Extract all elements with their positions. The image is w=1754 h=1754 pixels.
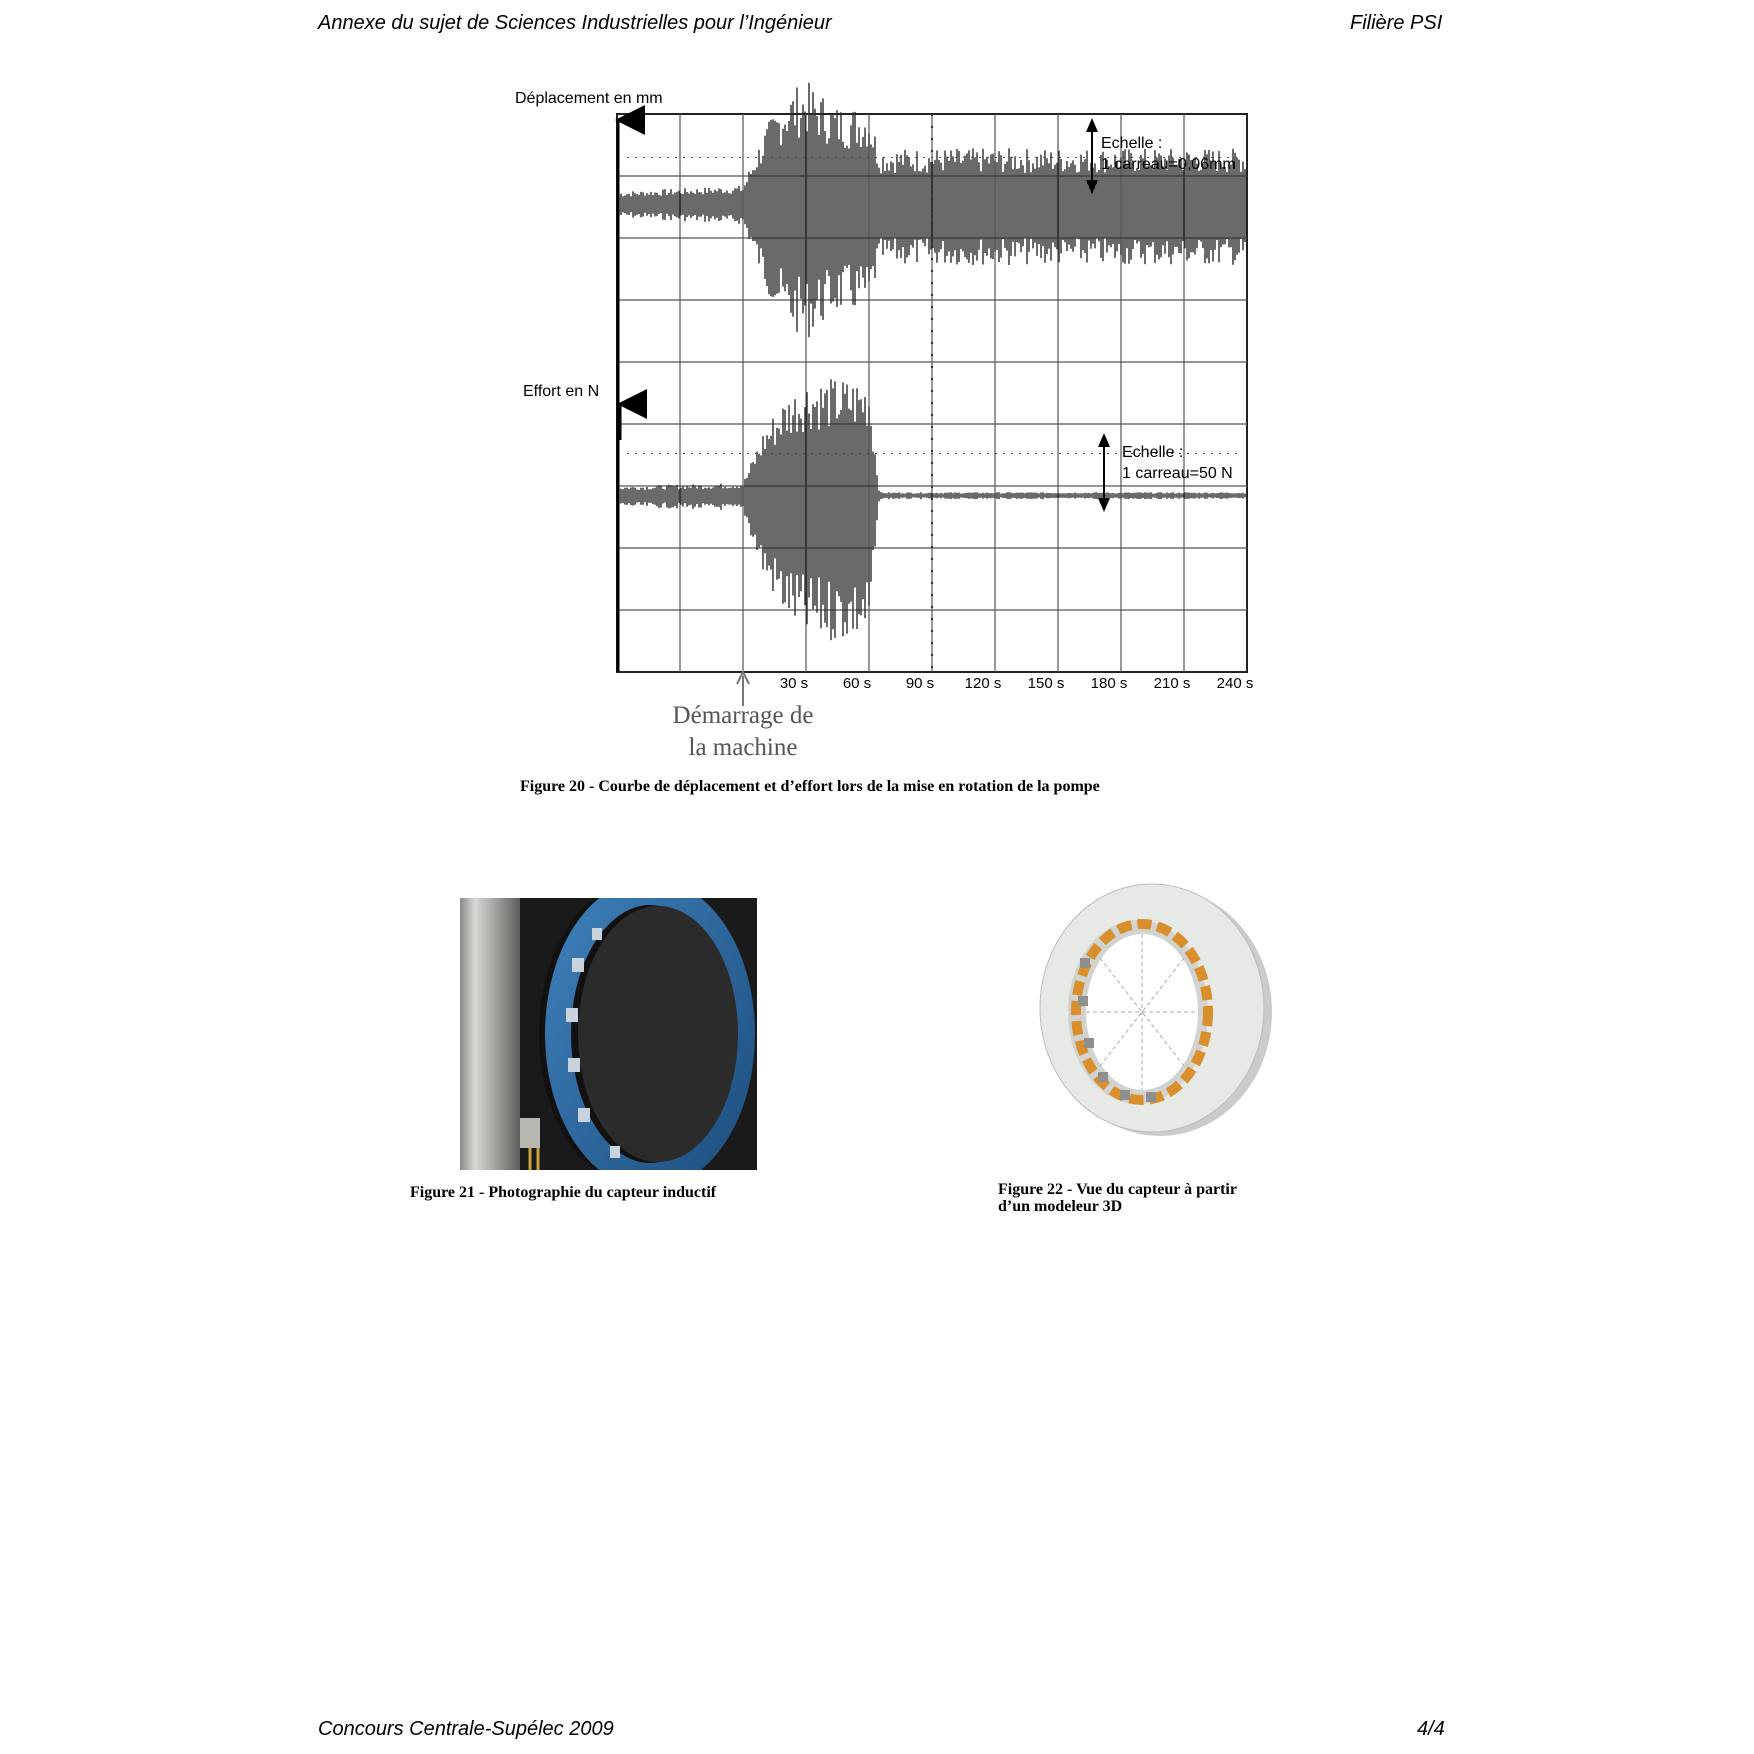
start-annotation-line2: la machine [688,734,798,761]
scale-value-displacement: 1 carreau=0,06mm [1101,156,1236,173]
scale-arrow-displacement [1086,118,1098,194]
scale-value-force: 1 carreau=50 N [1122,465,1233,482]
scale-title-displacement: Echelle : [1101,135,1163,152]
scale-arrow-force [1098,433,1110,512]
figure20-caption: Figure 20 - Courbe de déplacement et d’effort lors de la mise en rotation de la pompe [520,778,1100,795]
x-tick-label: 30 s [779,675,809,692]
x-tick-label: 60 s [842,675,872,692]
x-tick-label: 120 s [964,675,1002,692]
ylabel-force: Effort en N [523,383,600,400]
footer-left: Concours Centrale-Supélec 2009 [318,1718,614,1740]
figure22-3d-view [1020,878,1280,1138]
figure21-photo [460,898,757,1170]
figure20-oscillogram [0,0,1754,760]
x-tick-label: 240 s [1216,675,1254,692]
ylabel-displacement: Déplacement en mm [515,90,663,107]
x-tick-label: 210 s [1153,675,1191,692]
start-annotation-line1: Démarrage de [672,702,814,729]
header-right: Filière PSI [1350,12,1443,34]
x-tick-label: 90 s [905,675,935,692]
footer-right: 4/4 [1417,1718,1445,1740]
x-tick-label: 150 s [1027,675,1065,692]
x-tick-labels [780,675,1254,692]
x-tick-label: 180 s [1090,675,1128,692]
figure22-caption-line1: Figure 22 - Vue du capteur à partir [998,1181,1237,1198]
figure22-caption-line2: d’un modeleur 3D [998,1198,1123,1215]
start-annotation [643,700,843,764]
scale-title-force: Echelle : [1122,444,1184,461]
figure21-caption: Figure 21 - Photographie du capteur inductif [410,1184,717,1201]
header-left: Annexe du sujet de Sciences Industrielles pour l’Ingénieur [318,12,832,34]
